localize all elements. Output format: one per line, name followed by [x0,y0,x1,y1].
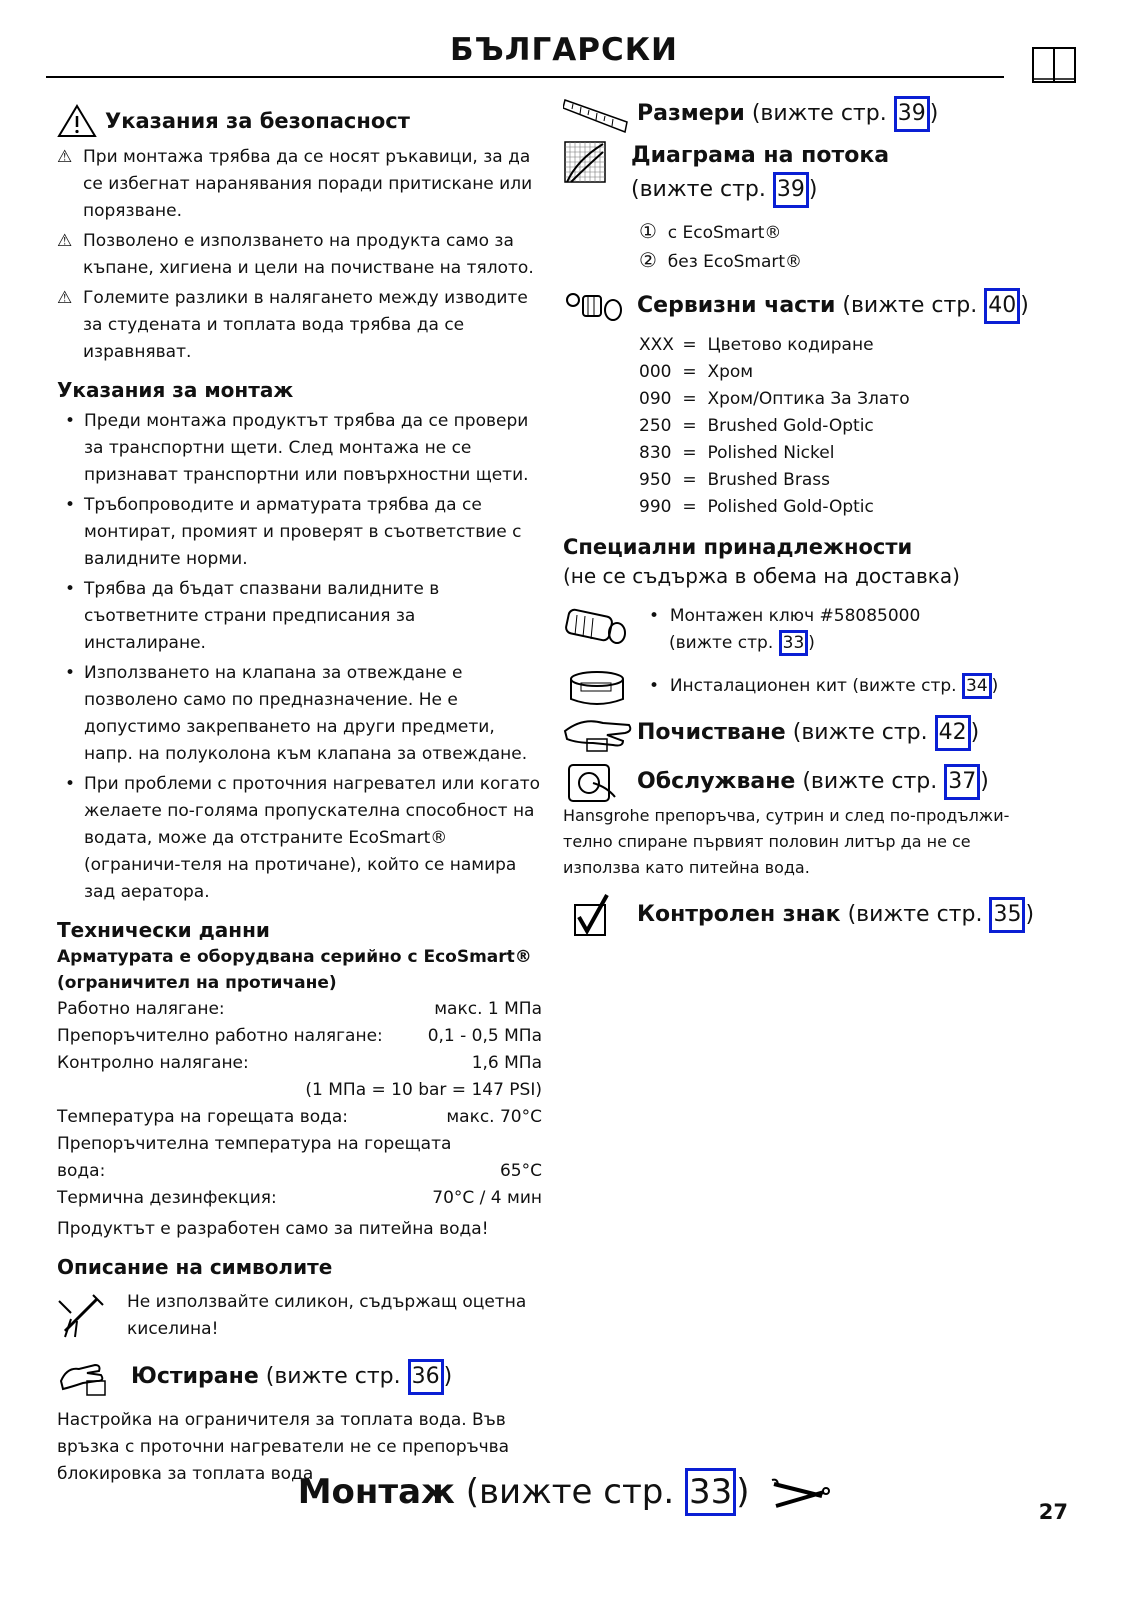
right-column [563,94,1043,937]
page-link[interactable]: 39 [773,172,809,208]
page-link[interactable]: 33 [779,630,809,656]
legend-item: ① с EcoSmart® [639,219,782,243]
service-icon [563,761,621,803]
parts-heading: Сервизни части (вижте стр. 40 ) [637,288,1029,324]
checkmark-icon [563,893,613,937]
page-title: БЪЛГАРСКИ [450,32,678,68]
tech-row: Контролно налягане: 1,6 МПа [57,1053,542,1073]
mounting-key-icon [563,603,629,657]
list-item: • При проблеми с проточния нагревател или когато желаете по-голяма пропускателна способност на водата, може да отстраните EcoSmart® (ограничи-теля на протичане), който се намира зад аератора. [65,774,541,902]
page-link[interactable]: 39 [894,96,930,132]
code-row: 950 = Brushed Brass [639,470,830,490]
tools-icon [770,1476,830,1512]
code-row: 830 = Polished Nickel [639,443,835,463]
flow-legend [639,218,1043,276]
safety-item: ⚠ Големите разлики в налягането между изводите за студената и топлата вода трябва да се изравняват. [57,285,542,366]
color-codes [639,332,1043,521]
montage-heading: Монтаж (вижте стр. 33 ) [0,1468,1128,1516]
warning-icon: ⚠ [57,147,73,167]
page-link[interactable]: 33 [685,1468,736,1516]
tech-row: Температура на горещата вода: макс. 70°C [57,1107,542,1127]
dimensions-heading: Размери (вижте стр. 39 ) [637,96,938,132]
legend-item: ② без EcoSmart® [639,248,803,272]
code-row: 990 = Polished Gold-Optic [639,497,874,517]
adjust-heading: Юстиране (вижте стр. 36 ) [131,1359,452,1395]
list-item: • Преди монтажа продуктът трябва да се провери за транспортни щети. След монтажа не се признават транспортни или повърхностни щети. [65,411,529,485]
page-link[interactable]: 34 [962,673,992,699]
page-number: 27 [1038,1500,1068,1524]
page-link[interactable]: 37 [944,764,980,800]
mounting-title: Указания за монтаж [57,378,294,402]
service-text: Hansgrohe препоръчва, сутрин и след по-продължи-телно спиране първият половин литър да не се използва като питейна вода. [563,806,1010,877]
book-icon [1031,46,1077,84]
mounting-list [57,408,542,906]
spare-parts-icon [563,286,625,326]
warning-triangle-icon [57,104,97,138]
cleaning-hand-icon [563,711,635,755]
adjust-hand-icon [57,1357,111,1397]
warning-icon: ⚠ [57,231,73,251]
flow-heading: Диаграма на потока (вижте стр. 39 ) [631,140,889,208]
tech-row: Препоръчителна температура на горещата вода: 65°C [57,1134,542,1181]
code-row: 000 = Хром [639,362,754,382]
page-link[interactable]: 42 [935,715,971,751]
adjust-text: Настройка на ограничителя за топлата вода. Във връзка с проточни нагреватели не се препоръчва блокировка за топлата вода [57,1410,510,1484]
page-link[interactable]: 40 [984,288,1020,324]
list-item: • Използването на клапана за отвеждане е позволено само по предназначение. Не е допустимо закрепването на други предмети, напр. на полуколона към клапана за отвеждане. [65,663,528,764]
tech-title: Технически данни [57,918,270,942]
tech-table [57,996,542,1212]
tech-row: Термична дезинфекция: 70°C / 4 мин [57,1188,542,1208]
safety-item: ⚠ Позволено е използването на продукта само за къпане, хигиена и цели на почистване на тялото. [57,228,542,282]
accessory-item: • Инсталационен кит (вижте стр. 34 ) [649,665,998,707]
install-kit-icon [563,665,629,707]
list-item: • Трябва да бъдат спазвани валидните в съответните страни предписания за инсталиране. [65,579,440,653]
flow-chart-icon [563,140,607,208]
tech-row: Препоръчително работно налягане: 0,1 - 0,5 МПа [57,1026,542,1046]
header-rule [46,76,1004,78]
symbols-text: Не използвайте силикон, съдържащ оцетна киселина! [127,1292,527,1339]
tech-subtitle: Арматурата е оборудвана серийно с EcoSmart® (ограничител на протичане) [57,947,532,993]
tech-note: Продуктът е разработен само за питейна вода! [57,1219,489,1239]
accessory-item: • Монтажен ключ #58085000 (вижте стр. 33 ) [649,603,920,657]
service-heading: Обслужване (вижте стр. 37 ) [637,764,989,800]
safety-title: Указания за безопасност [105,109,410,133]
test-mark-heading: Контролен знак (вижте стр. 35 ) [637,897,1034,933]
symbols-title: Описание на символите [57,1255,333,1279]
page-link[interactable]: 35 [989,897,1025,933]
code-row: 250 = Brushed Gold-Optic [639,416,874,436]
cleaning-heading: Почистване (вижте стр. 42 ) [637,715,979,751]
code-row: XXX = Цветово кодиране [639,335,874,355]
warning-icon: ⚠ [57,288,73,308]
list-item: • Тръбопроводите и арматурата трябва да се монтират, промият и проверят в съответствие с валидните норми. [65,495,522,569]
code-row: 090 = Хром/Оптика За Злато [639,389,910,409]
tech-row: Работно налягане: макс. 1 МПа [57,999,542,1019]
ruler-icon [563,94,629,134]
left-column [57,104,542,1488]
silicone-gun-icon [57,1289,107,1343]
page-link[interactable]: 36 [408,1359,444,1395]
accessories-title: Специални принадлежности [563,535,913,559]
safety-item: ⚠ При монтажа трябва да се носят ръкавици, за да се избегнат наранявания поради притискане или порязване. [57,144,542,225]
tech-row: (1 МПа = 10 bar = 147 PSI) [305,1080,542,1100]
accessories-subtitle: (не се съдържа в обема на доставка) [563,564,960,588]
